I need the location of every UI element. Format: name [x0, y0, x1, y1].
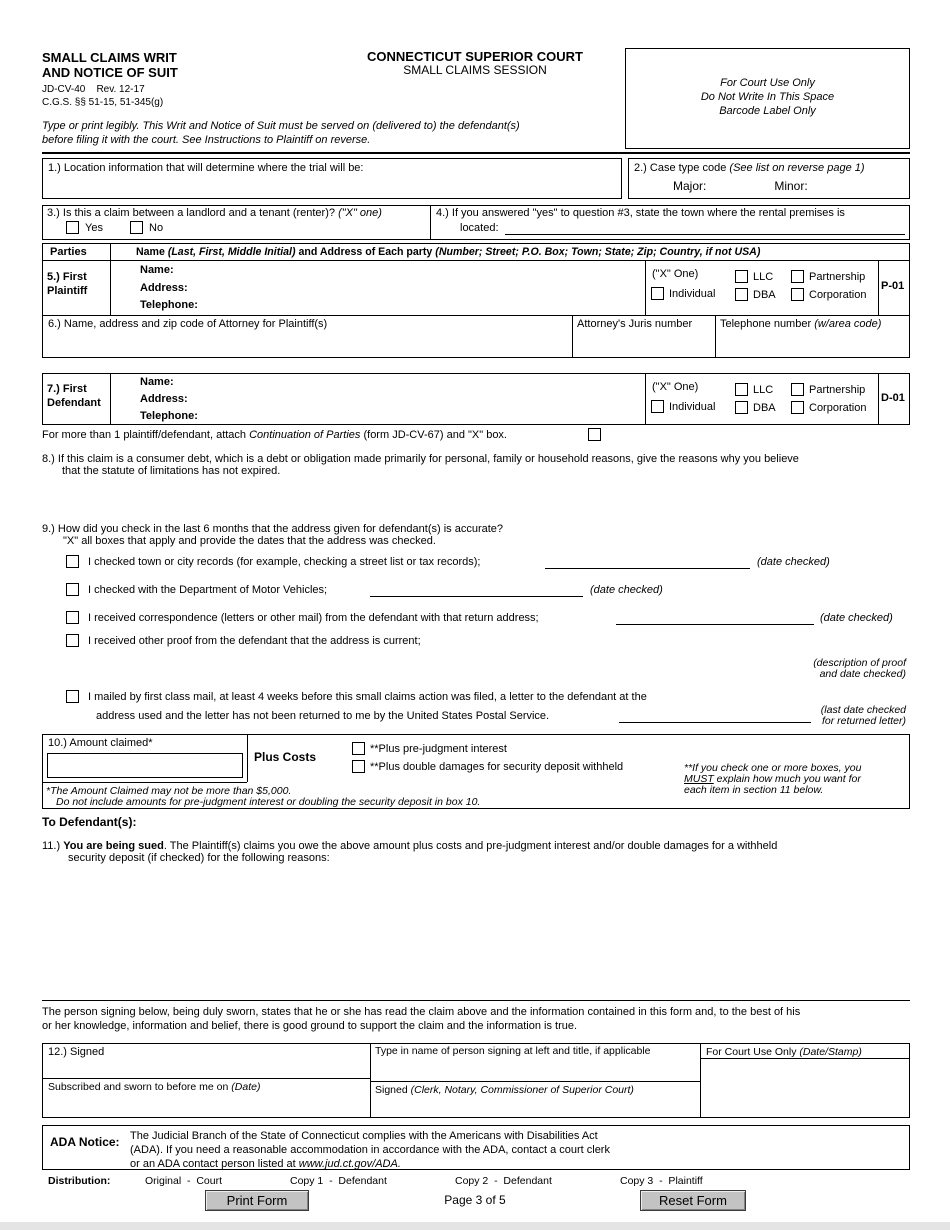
court-session: SMALL CLAIMS SESSION	[403, 63, 547, 77]
plaintiff-code: P-01	[881, 280, 905, 292]
q9-item2-checkbox[interactable]	[66, 583, 79, 596]
sig-signed-label: 12.) Signed	[48, 1046, 105, 1058]
defendant-x-one-label: ("X" One)	[652, 381, 699, 393]
q9-item4-checkbox[interactable]	[66, 634, 79, 647]
attorney-phone-border	[715, 315, 716, 358]
signature-mid-row-border	[370, 1081, 700, 1082]
plaintiff-address-label: Address:	[140, 282, 188, 294]
parties-name-header	[136, 246, 760, 259]
q10-footnote1: *The Amount Claimed may not be more than $5,000.	[46, 785, 292, 797]
q10-amount-cell-bottom	[42, 782, 247, 783]
q10-double-damages-checkbox[interactable]	[352, 760, 365, 773]
ada-line3	[130, 1157, 610, 1171]
plaintiff-corporation-checkbox[interactable]	[791, 288, 804, 301]
parties-name-header-b2: and Address of Each party	[298, 246, 433, 258]
defendant-name-label: Name:	[140, 376, 174, 388]
plaintiff-partnership-checkbox[interactable]	[791, 270, 804, 283]
q1-location-input[interactable]	[48, 178, 616, 197]
defendant-individual-checkbox[interactable]	[651, 400, 664, 413]
q11-bold: You are being sued	[63, 840, 164, 852]
attorney-juris-border	[572, 315, 573, 358]
defendant-row-number: 7.) First	[47, 383, 87, 395]
q9-item3-date-line[interactable]	[616, 624, 814, 625]
q10-note-line1: **If you check one or more boxes, you	[684, 762, 862, 774]
sworn-statement	[42, 1005, 800, 1033]
attorney-phone-label	[720, 318, 881, 331]
parties-name-header-i1: (Last, First, Middle Initial)	[167, 246, 296, 258]
defendant-col1-border	[110, 373, 111, 425]
plaintiff-name-label: Name:	[140, 264, 174, 276]
q3-label-row	[47, 207, 382, 220]
defendant-corporation-label: Corporation	[809, 402, 867, 414]
q10-note-must: MUST	[684, 773, 714, 785]
ada-line2: (ADA). If you need a reasonable accommodation in accordance with the ADA, contact a court clerk	[130, 1144, 610, 1156]
plaintiff-dba-checkbox[interactable]	[735, 288, 748, 301]
q8-line1: 8.) If this claim is a consumer debt, which is a debt or obligation made primarily for personal, family or household reasons, give the reasons why you believe	[42, 453, 799, 465]
plaintiff-llc-checkbox[interactable]	[735, 270, 748, 283]
q9-item5-note	[770, 705, 906, 727]
q11-rest1: . The Plaintiff(s) claims you owe the above amount plus costs and pre-judgment interest and/or double damages for a withheld	[163, 840, 778, 852]
plaintiff-telephone-input[interactable]	[198, 297, 638, 312]
sig-court-use-text: For Court Use Only	[706, 1046, 797, 1058]
plaintiff-individual-checkbox[interactable]	[651, 287, 664, 300]
q9-item5-text1: I mailed by first class mail, at least 4 weeks before this small claims action was filed, a letter to the defendant at the	[88, 691, 647, 703]
sig-type-name-label: Type in name of person signing at left and title, if applicable	[375, 1045, 651, 1057]
q8-line2: that the statute of limitations has not expired.	[62, 465, 281, 477]
q10-note-line3: each item in section 11 below.	[684, 784, 824, 796]
court-use-line3: Barcode Label Only	[719, 105, 816, 117]
plaintiff-telephone-label: Telephone:	[140, 299, 198, 311]
q9-item1-note: (date checked)	[757, 556, 830, 568]
q2-codes-row	[673, 180, 909, 193]
sig-clerk-label	[375, 1084, 634, 1097]
parties-name-header-i2: (Number; Street; P.O. Box; Town; State; Zip; Country, if not USA)	[435, 246, 761, 258]
signature-left-row-border	[42, 1078, 370, 1079]
instruction-line1: Type or print legibly. This Writ and Notice of Suit must be served on (delivered to) the defendant(s)	[42, 120, 520, 132]
q3-yes-checkbox[interactable]	[66, 221, 79, 234]
q4-line1: 4.) If you answered "yes" to question #3, state the town where the rental premises is	[436, 207, 845, 219]
ada-notice-text	[130, 1129, 610, 1171]
q4-line2: located:	[460, 222, 499, 234]
q9-item3-text: I received correspondence (letters or other mail) from the defendant with that return address;	[88, 612, 539, 624]
sworn-line2: or her knowledge, information and belief, there is good ground to support the claim and the information is true.	[42, 1020, 578, 1032]
defendant-partnership-checkbox[interactable]	[791, 383, 804, 396]
sig-court-use-note: (Date/Stamp)	[799, 1046, 862, 1058]
q3-no-label: No	[149, 222, 164, 234]
q3-q4-divider	[430, 205, 431, 240]
q10-footnote2: Do not include amounts for pre-judgment interest or doubling the security deposit in box 10.	[56, 796, 481, 808]
distribution-original: Original - Court	[145, 1175, 223, 1187]
page-indicator: Page 3 of 5	[444, 1193, 506, 1207]
court-use-line2: Do Not Write In This Space	[700, 91, 835, 103]
to-defendants-heading: To Defendant(s):	[42, 815, 137, 829]
defendant-llc-checkbox[interactable]	[735, 383, 748, 396]
defendant-name-input[interactable]	[198, 375, 638, 389]
q10-amount-input[interactable]	[47, 753, 243, 778]
continuation-checkbox[interactable]	[588, 428, 601, 441]
q8-answer-area[interactable]	[42, 482, 910, 520]
sig-sworn-date-input[interactable]	[48, 1095, 363, 1115]
ada-link[interactable]: www.jud.ct.gov/ADA.	[298, 1158, 401, 1170]
sig-clerk-text: Signed	[375, 1084, 408, 1096]
q3-label: 3.) Is this a claim between a landlord and a tenant (renter)?	[47, 207, 335, 219]
q9-line1: 9.) How did you check in the last 6 months that the address given for defendant(s) is accurate?	[42, 523, 504, 535]
plaintiff-address-input[interactable]	[198, 280, 638, 295]
q9-item3-note: (date checked)	[820, 612, 893, 624]
parties-header: Parties	[50, 246, 87, 258]
plaintiff-x-one-label: ("X" One)	[652, 268, 699, 280]
plaintiff-row-number: 5.) First	[47, 271, 87, 283]
form-title-line2: AND NOTICE OF SUIT	[42, 65, 178, 80]
defendant-address-label: Address:	[140, 393, 188, 405]
sig-sworn-label	[48, 1081, 260, 1094]
attorney-phone-input[interactable]	[720, 334, 900, 354]
defendant-code-border	[878, 373, 879, 425]
plaintiff-dba-label: DBA	[753, 289, 776, 301]
q9-item3-checkbox[interactable]	[66, 611, 79, 624]
q9-item2-date-line[interactable]	[370, 596, 583, 597]
q11-line2: security deposit (if checked) for the following reasons:	[68, 852, 330, 864]
q9-item5-note-line1: (last date checked	[820, 704, 906, 716]
form-instructions	[42, 119, 520, 147]
continuation-text-post: (form JD-CV-67) and "X" box.	[363, 429, 507, 441]
plaintiff-llc-label: LLC	[753, 271, 774, 283]
sworn-line1: The person signing below, being duly sworn, states that he or she has read the claim above and the information contained in this form and, to the best of his	[42, 1006, 801, 1018]
continuation-text-pre: For more than 1 plaintiff/defendant, attach	[42, 429, 247, 441]
q2-label: 2.) Case type code	[634, 162, 727, 174]
defendant-partnership-label: Partnership	[809, 384, 866, 396]
q4-town-input-line[interactable]	[505, 234, 905, 235]
plaintiff-name-input[interactable]	[198, 262, 638, 277]
q2-minor-label: Minor:	[774, 179, 808, 193]
q11-reasons-area[interactable]	[42, 872, 910, 994]
sig-clerk-signature-input[interactable]	[375, 1097, 695, 1115]
q10-prejudgment-checkbox[interactable]	[352, 742, 365, 755]
q2-note: (See list on reverse page 1)	[729, 162, 865, 174]
sig-signature-input[interactable]	[48, 1059, 363, 1077]
q9-item4-note-line1: (description of proof	[813, 657, 906, 669]
defendant-llc-label: LLC	[753, 384, 774, 396]
header-divider	[42, 152, 910, 154]
attorney-juris-input[interactable]	[577, 334, 707, 354]
court-header	[300, 50, 650, 77]
q10-prejudgment-label: **Plus pre-judgment interest	[370, 743, 507, 755]
q9-line2: "X" all boxes that apply and provide the dates that the address was checked.	[63, 535, 436, 547]
parties-header-border	[42, 260, 910, 261]
court-use-only-box	[625, 48, 910, 149]
q10-note-line2-rest: explain how much you want for	[716, 773, 861, 785]
reset-form-button[interactable]: Reset Form	[640, 1190, 746, 1211]
defendant-telephone-label: Telephone:	[140, 410, 198, 422]
print-form-button[interactable]: Print Form	[205, 1190, 309, 1211]
plaintiff-code-border	[878, 260, 879, 315]
q3-yes-label: Yes	[85, 222, 103, 234]
plaintiff-corporation-label: Corporation	[809, 289, 867, 301]
distribution-copy2: Copy 2 - Defendant	[455, 1175, 552, 1187]
ada-line3-text: or an ADA contact person listed at	[130, 1158, 296, 1170]
distribution-copy1: Copy 1 - Defendant	[290, 1175, 387, 1187]
q6-attorney-label: 6.) Name, address and zip code of Attorney for Plaintiff(s)	[48, 318, 328, 330]
form-title-block	[42, 50, 178, 109]
parties-col1-border	[110, 243, 111, 315]
q2-case-type-box	[628, 158, 910, 199]
plaintiff-individual-label: Individual	[669, 288, 716, 300]
sig-clerk-note: (Clerk, Notary, Commissioner of Superior Court)	[410, 1084, 634, 1096]
q9-item4-text: I received other proof from the defendant that the address is current;	[88, 635, 421, 647]
q2-label-row	[634, 162, 909, 175]
plaintiff-partnership-label: Partnership	[809, 271, 866, 283]
attorney-phone-label-text: Telephone number	[720, 318, 812, 330]
q9-item5-note-line2: for returned letter)	[821, 715, 906, 727]
sig-court-use-label	[706, 1046, 862, 1059]
defendant-telephone-input[interactable]	[198, 409, 638, 423]
distribution-label: Distribution:	[48, 1175, 111, 1187]
q2-major-label: Major:	[673, 179, 707, 193]
attorney-juris-label: Attorney's Juris number	[577, 318, 693, 330]
q1-label: 1.) Location information that will determine where the trial will be:	[48, 162, 364, 174]
sworn-divider	[42, 1000, 910, 1001]
q10-label: 10.) Amount claimed*	[48, 737, 153, 749]
sig-sworn-text: Subscribed and sworn to before me on	[48, 1081, 229, 1093]
q9-item1-text: I checked town or city records (for example, checking a street list or tax records);	[88, 556, 481, 568]
defendant-row-role: Defendant	[47, 397, 101, 409]
q10-plus-costs: Plus Costs	[254, 750, 317, 764]
plaintiff-row-border	[42, 315, 910, 316]
defendant-options-border	[645, 373, 646, 425]
instruction-line2: before filing it with the court. See Instructions to Plaintiff on reverse.	[42, 134, 371, 146]
q11-prefix: 11.)	[42, 840, 61, 852]
defendant-individual-label: Individual	[669, 401, 716, 413]
q9-item5-text2: address used and the letter has not been returned to me by the United States Postal Service.	[96, 710, 550, 722]
q9-item4-note	[700, 658, 906, 680]
q3-note: ("X" one)	[338, 207, 382, 219]
parties-name-header-b1: Name	[136, 246, 165, 258]
attorney-phone-label-note: (w/area code)	[814, 318, 882, 330]
q10-note	[684, 763, 861, 796]
form-statute: C.G.S. §§ 51-15, 51-345(g)	[42, 97, 164, 108]
court-name: CONNECTICUT SUPERIOR COURT	[367, 49, 583, 64]
q9-item4-note-line2: and date checked)	[819, 668, 906, 680]
q3-no-checkbox[interactable]	[130, 221, 143, 234]
plaintiff-row-role: Plaintiff	[47, 285, 88, 297]
distribution-copy3: Copy 3 - Plaintiff	[620, 1175, 703, 1187]
q9-item2-text: I checked with the Department of Motor Vehicles;	[88, 584, 328, 596]
ada-notice-label: ADA Notice:	[50, 1135, 120, 1149]
sig-sworn-note: (Date)	[231, 1081, 261, 1093]
defendant-corporation-checkbox[interactable]	[791, 401, 804, 414]
sig-stamp-area[interactable]	[701, 1059, 909, 1117]
defendant-code: D-01	[881, 392, 905, 404]
q9-item1-date-line[interactable]	[545, 568, 750, 569]
q9-item1-checkbox[interactable]	[66, 555, 79, 568]
attorney-input[interactable]	[48, 334, 563, 354]
court-use-line1: For Court Use Only	[720, 77, 815, 89]
continuation-note	[42, 429, 507, 442]
plaintiff-options-border	[645, 260, 646, 315]
defendant-dba-checkbox[interactable]	[735, 401, 748, 414]
defendant-address-input[interactable]	[198, 392, 638, 406]
continuation-text-italic: Continuation of Parties	[249, 429, 361, 441]
form-number: JD-CV-40 Rev. 12-17	[42, 84, 145, 95]
sig-typed-name-input[interactable]	[375, 1058, 695, 1078]
form-title-line1: SMALL CLAIMS WRIT	[42, 50, 177, 65]
defendant-dba-label: DBA	[753, 402, 776, 414]
q10-double-damages-label: **Plus double damages for security deposit withheld	[370, 761, 624, 773]
q9-item5-checkbox[interactable]	[66, 690, 79, 703]
page-bottom-edge	[0, 1222, 950, 1230]
q10-amount-cell-border	[247, 734, 248, 782]
q1-location-box	[42, 158, 622, 199]
q9-item2-note: (date checked)	[590, 584, 663, 596]
ada-line1: The Judicial Branch of the State of Connecticut complies with the Americans with Disabilities Act	[130, 1130, 598, 1142]
